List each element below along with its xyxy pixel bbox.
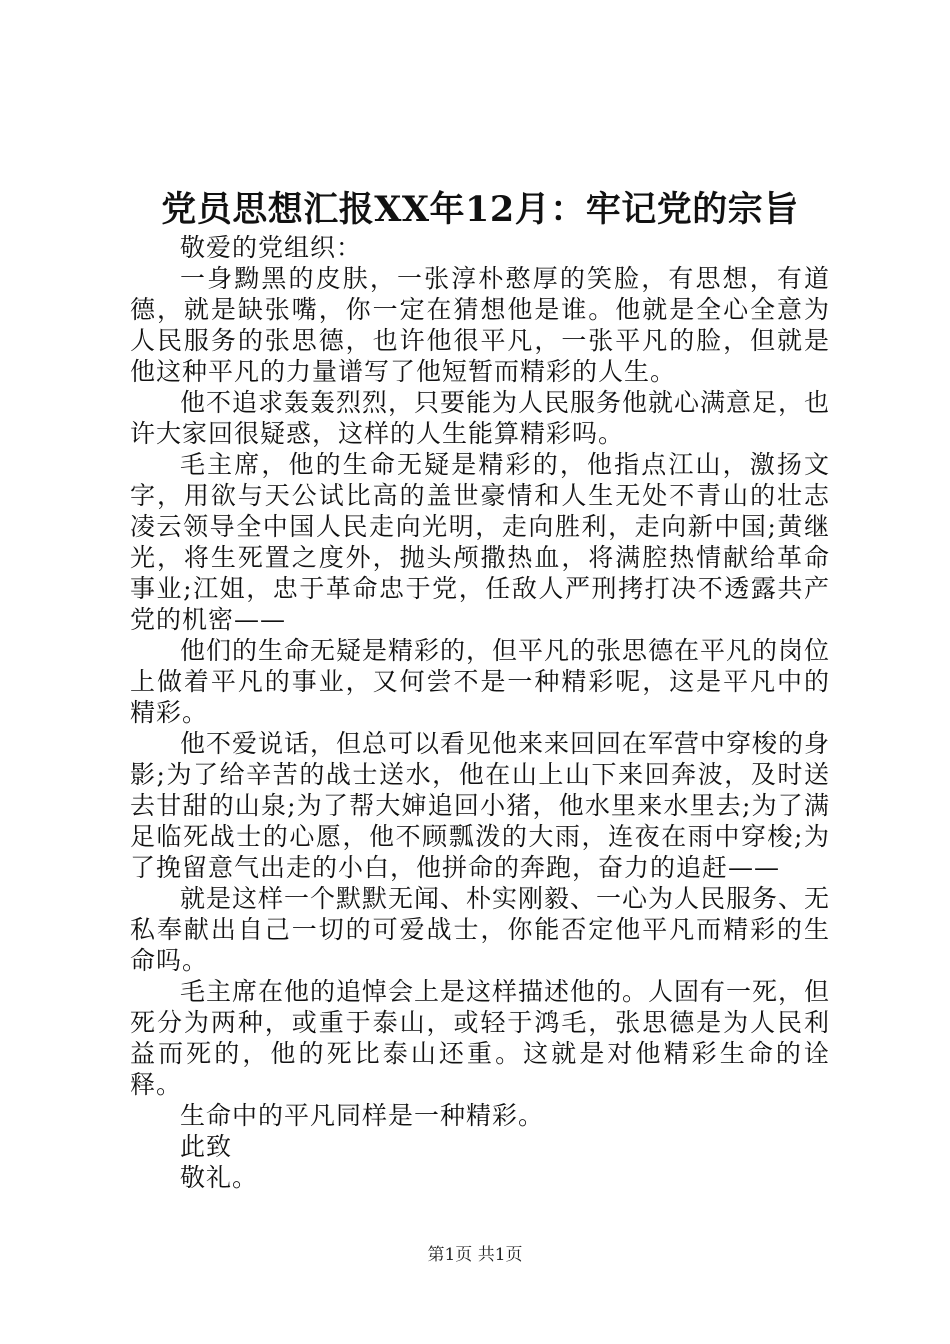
closing-line: 此致: [180, 1132, 233, 1161]
document-title: 党员思想汇报XX年12月：牢记党的宗旨: [161, 189, 799, 230]
document-body: [130, 232, 830, 1193]
paragraph: 他不爱说话，但总可以看见他来来回回在军营中穿梭的身影;为了给辛苦的战士送水，他在山上山下来回奔波，及时送去甘甜的山泉;为了帮大婶追回小猪，他水里来水里去;为了满足临死战士的心愿，他不顾瓢泼的大雨，连夜在雨中穿梭;为了挽留意气出走的小白，他拼命的奔跑，奋力的追赶——: [130, 729, 831, 882]
page-footer: 第1页 共1页: [427, 1245, 523, 1265]
paragraph: 生命中的平凡同样是一种精彩。: [180, 1101, 545, 1130]
salutation: 敬爱的党组织：: [180, 233, 363, 262]
paragraph: 一身黝黑的皮肤，一张淳朴憨厚的笑脸，有思想，有道德，就是缺张嘴，你一定在猜想他是谁。他就是全心全意为人民服务的张思德，也许他很平凡，一张平凡的脸，但就是他这种平凡的力量谱写了他短暂而精彩的人生。: [130, 264, 830, 386]
paragraph: 就是这样一个默默无闻、朴实刚毅、一心为人民服务、无私奉献出自己一切的可爱战士，你能否定他平凡而精彩的生命吗。: [130, 884, 831, 975]
closing-line: 敬礼。: [180, 1163, 259, 1192]
paragraph: 毛主席在他的追悼会上是这样描述他的。人固有一死，但死分为两种，或重于泰山，或轻于鸿毛，张思德是为人民利益而死的，他的死比泰山还重。这就是对他精彩生命的诠释。: [130, 977, 831, 1099]
paragraph: 他们的生命无疑是精彩的，但平凡的张思德在平凡的岗位上做着平凡的事业，又何尝不是一种精彩呢，这是平凡中的精彩。: [130, 636, 831, 727]
paragraph: 他不追求轰轰烈烈，只要能为人民服务他就心满意足，也许大家回很疑惑，这样的人生能算精彩吗。: [130, 388, 831, 448]
paragraph: 毛主席，他的生命无疑是精彩的，他指点江山，激扬文字，用欲与天公试比高的盖世豪情和人生无处不青山的壮志凌云领导全中国人民走向光明，走向胜利，走向新中国;黄继光，将生死置之度外，抛头颅撒热血，将满腔热情献给革命事业;江姐，忠于革命忠于党，任敌人严刑拷打决不透露共产党的机密——: [130, 450, 830, 634]
